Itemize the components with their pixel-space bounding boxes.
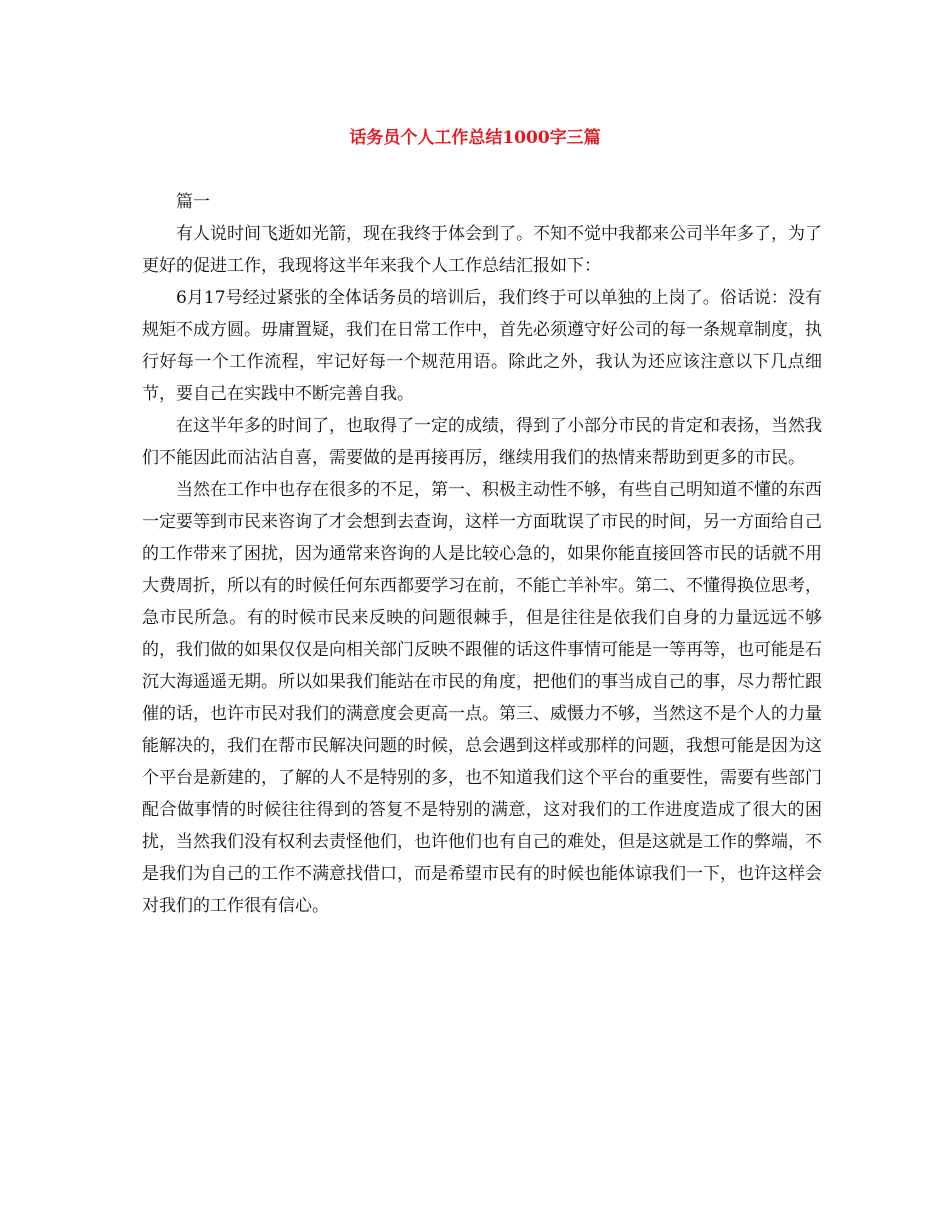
document-title: 话务员个人工作总结1000字三篇: [349, 128, 601, 148]
document-body: [142, 186, 822, 922]
paragraph-2: 6月17号经过紧张的全体话务员的培训后，我们终于可以单独的上岗了。俗话说：没有规矩不成方圆。毋庸置疑，我们在日常工作中，首先必须遵守好公司的每一条规章制度，执行好每一个工作流程，牢记好每一个规范用语。除此之外，我认为还应该注意以下几点细节，要自己在实践中不断完善自我。: [142, 288, 822, 404]
section-heading: 篇一: [176, 192, 210, 212]
paragraph-1: 有人说时间飞逝如光箭，现在我终于体会到了。不知不觉中我都来公司半年多了，为了更好的促进工作，我现将这半年来我个人工作总结汇报如下：: [142, 224, 822, 276]
paragraph-4: 当然在工作中也存在很多的不足，第一、积极主动性不够，有些自己明知道不懂的东西一定要等到市民来咨询了才会想到去查询，这样一方面耽误了市民的时间，另一方面给自己的工作带来了困扰，因为通常来咨询的人是比较心急的，如果你能直接回答市民的话就不用大费周折，所以有的时候任何东西都要学习在前，不能亡羊补牢。第二、不懂得换位思考，急市民所急。有的时候市民来反映的问题很棘手，但是往往是依我们自身的力量远远不够的，我们做的如果仅仅是向相关部门反映不跟催的话这件事情可能是一等再等，也可能是石沉大海遥遥无期。所以如果我们能站在市民的角度，把他们的事当成自己的事，尽力帮忙跟催的话，也许市民对我们的满意度会更高一点。第三、威慑力不够，当然这不是个人的力量能解决的，我们在帮市民解决问题的时候，总会遇到这样或那样的问题，我想可能是因为这个平台是新建的，了解的人不是特别的多，也不知道我们这个平台的重要性，需要有些部门配合做事情的时候往往得到的答复不是特别的满意，这对我们的工作进度造成了很大的困扰，当然我们没有权利去责怪他们，也许他们也有自己的难处，但是这就是工作的弊端，不是我们为自己的工作不满意找借口，而是希望市民有的时候也能体谅我们一下，也许这样会对我们的工作很有信心。: [142, 480, 822, 916]
paragraph-3: 在这半年多的时间了，也取得了一定的成绩，得到了小部分市民的肯定和表扬，当然我们不能因此而沾沾自喜，需要做的是再接再厉，继续用我们的热情来帮助到更多的市民。: [142, 416, 822, 468]
